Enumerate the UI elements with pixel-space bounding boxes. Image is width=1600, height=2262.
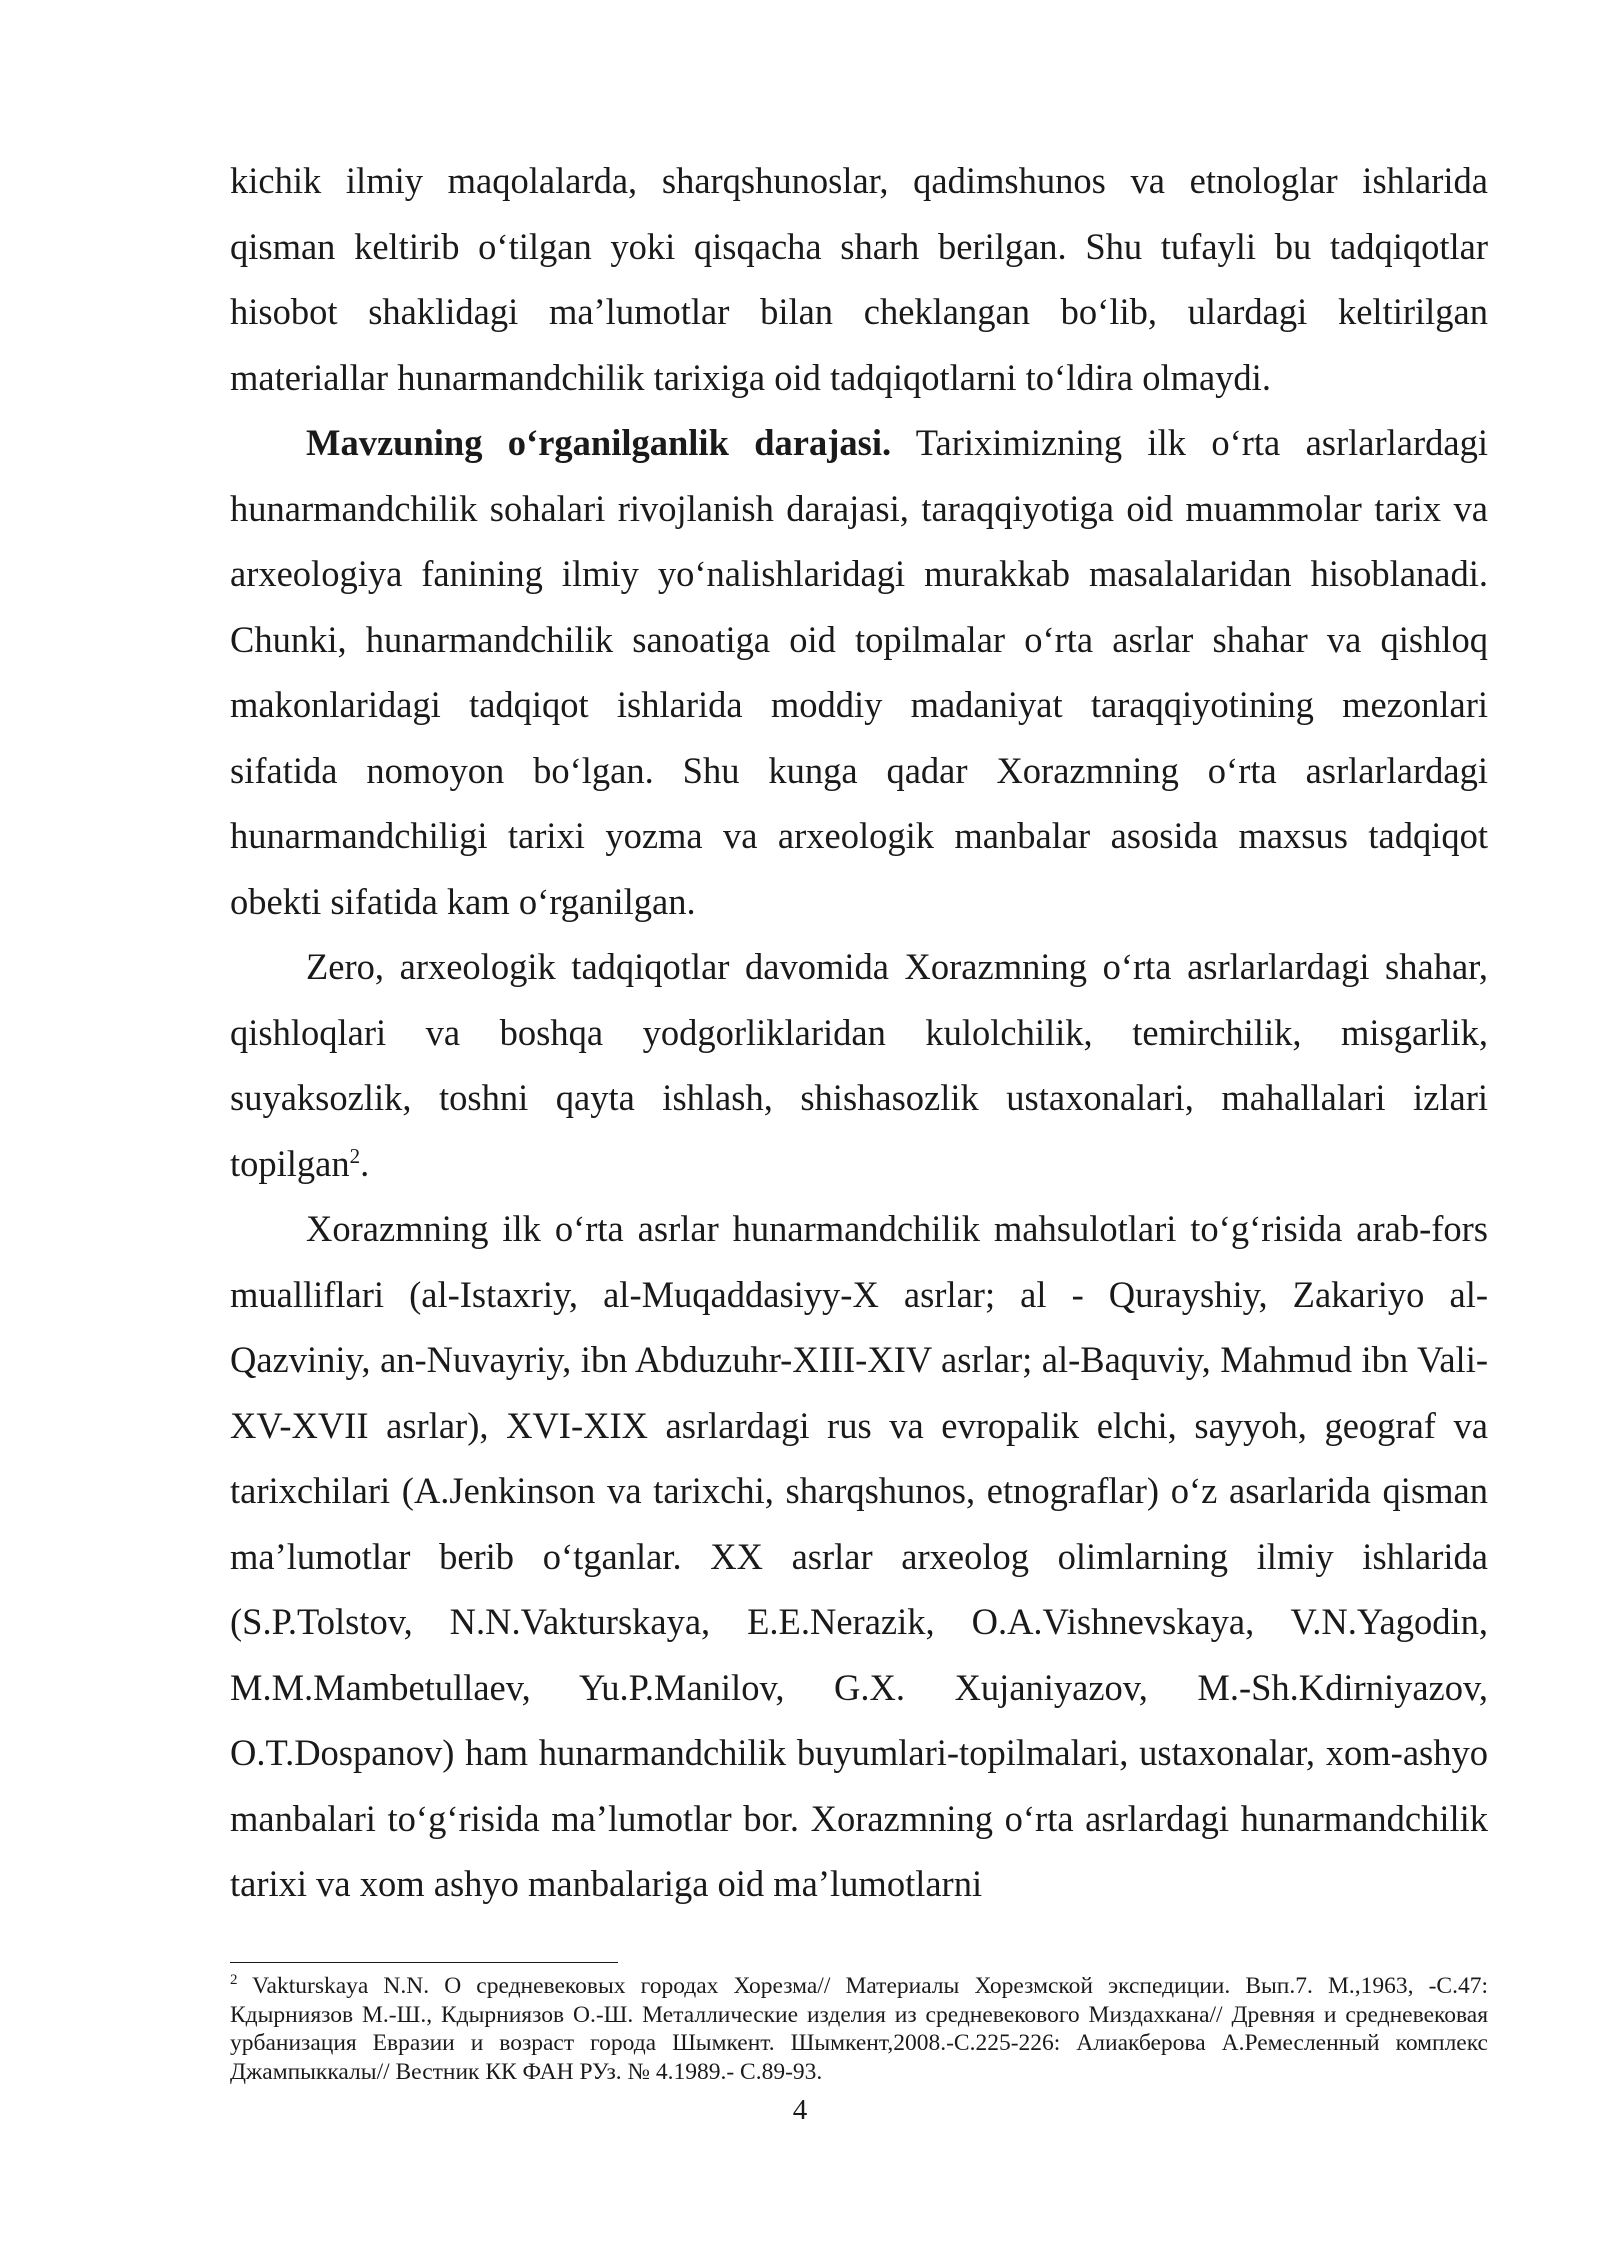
page-body [230, 148, 1488, 1917]
footnote-separator [230, 1962, 618, 1963]
section-heading: Mavzuning o‘rganilganlik darajasi. [306, 422, 892, 463]
footnote-reference[interactable]: 2 [349, 1143, 361, 1168]
footnote-marker: 2 [230, 1972, 238, 1989]
paragraph-4 [230, 1196, 1488, 1917]
paragraph-1-text: kichik ilmiy maqolalarda, sharqshunoslar, qadimshunos va etnologlar ishlarida qisman keltirib o‘tilgan yoki qisqacha sharh berilgan. Shu tufayli bu tadqiqotlar hisobot shaklidagi ma’lumotlar bilan cheklangan bo‘lib, ulardagi keltirilgan materiallar hunarmandchilik tarixiga oid tadqiqotlarni to‘ldira olmaydi. [230, 160, 1488, 398]
paragraph-2 [230, 410, 1488, 934]
footnote [230, 1972, 1488, 2086]
paragraph-3-end: . [360, 1142, 370, 1184]
paragraph-1 [230, 148, 1488, 410]
paragraph-3-text: Zero, arxeologik tadqiqotlar davomida Xorazmning o‘rta asrlarlardagi shahar, qishloqlari va boshqa yodgorliklaridan kulolchilik, temirchilik, misgarlik, suyaksozlik, toshni qayta ishlash, shishasozlik ustaxonalari, mahallalari izlari topilgan [230, 946, 1488, 1184]
page-number: 4 [792, 2094, 808, 2126]
footnote-text: Vakturskaya N.N. О средневековых городах Хорезма// Материалы Хорезмской экспедиции. Вып.7. М.,1963, -С.47: Кдырниязов М.-Ш., Кдырниязов О.-Ш. Металлические изделия из средневекового Миздахкана// Древняя и средневековая урбанизация Евразии и возраст города Шымкент. Шымкент,2008.-С.225-226: Алиакберова А.Ремесленный комплекс Джампыккалы// Вестник КК ФАН РУз. № 4.1989.- С.89-93. [230, 1973, 1488, 2085]
paragraph-2-text: Tariximizning ilk o‘rta asrlarlardagi hunarmandchilik sohalari rivojlanish darajasi, taraqqiyotiga oid muammolar tarix va arxeologiya fanining ilmiy yo‘nalishlaridagi murakkab masalalaridan hisoblanadi. Chunki, hunarmandchilik sanoatiga oid topilmalar o‘rta asrlar shahar va qishloq makonlaridagi tadqiqot ishlarida moddiy madaniyat taraqqiyotining mezonlari sifatida nomoyon bo‘lgan. Shu kunga qadar Xorazmning o‘rta asrlarlardagi hunarmandchiligi tarixi yozma va arxeologik manbalar asosida maxsus tadqiqot obekti sifatida kam o‘rganilgan. [230, 422, 1488, 922]
paragraph-3 [230, 934, 1488, 1196]
paragraph-4-text: Xorazmning ilk o‘rta asrlar hunarmandchilik mahsulotlari to‘g‘risida arab-fors mualliflari (al-Istaxriy, al-Muqaddasiyy-X asrlar; al - Qurayshiy, Zakariyo al-Qazviniy, an-Nuvayriy, ibn Abduzuhr-XIII-XIV asrlar; al-Baquviy, Mahmud ibn Vali-XV-XVII asrlar), XVI-XIX asrlardagi rus va evropalik elchi, sayyoh, geograf va tarixchilari (A.Jenkinson va tarixchi, sharqshunos, etnograflar) o‘z asarlarida qisman ma’lumotlar berib o‘tganlar. XX asrlar arxeolog olimlarning ilmiy ishlarida (S.P.Tolstov, N.N.Vakturskaya, E.E.Nerazik, O.A.Vishnevskaya, V.N.Yagodin, M.M.Mambetullaev, Yu.P.Manilov, G.X. Xujaniyazov, M.-Sh.Kdirniyazov, O.T.Dospanov) ham hunarmandchilik buyumlari-topilmalari, ustaxonalar, xom-ashyo manbalari to‘g‘risida ma’lumotlar bor. Xorazmning o‘rta asrlardagi hunarmandchilik tarixi va xom ashyo manbalariga oid ma’lumotlarni [230, 1208, 1488, 1904]
